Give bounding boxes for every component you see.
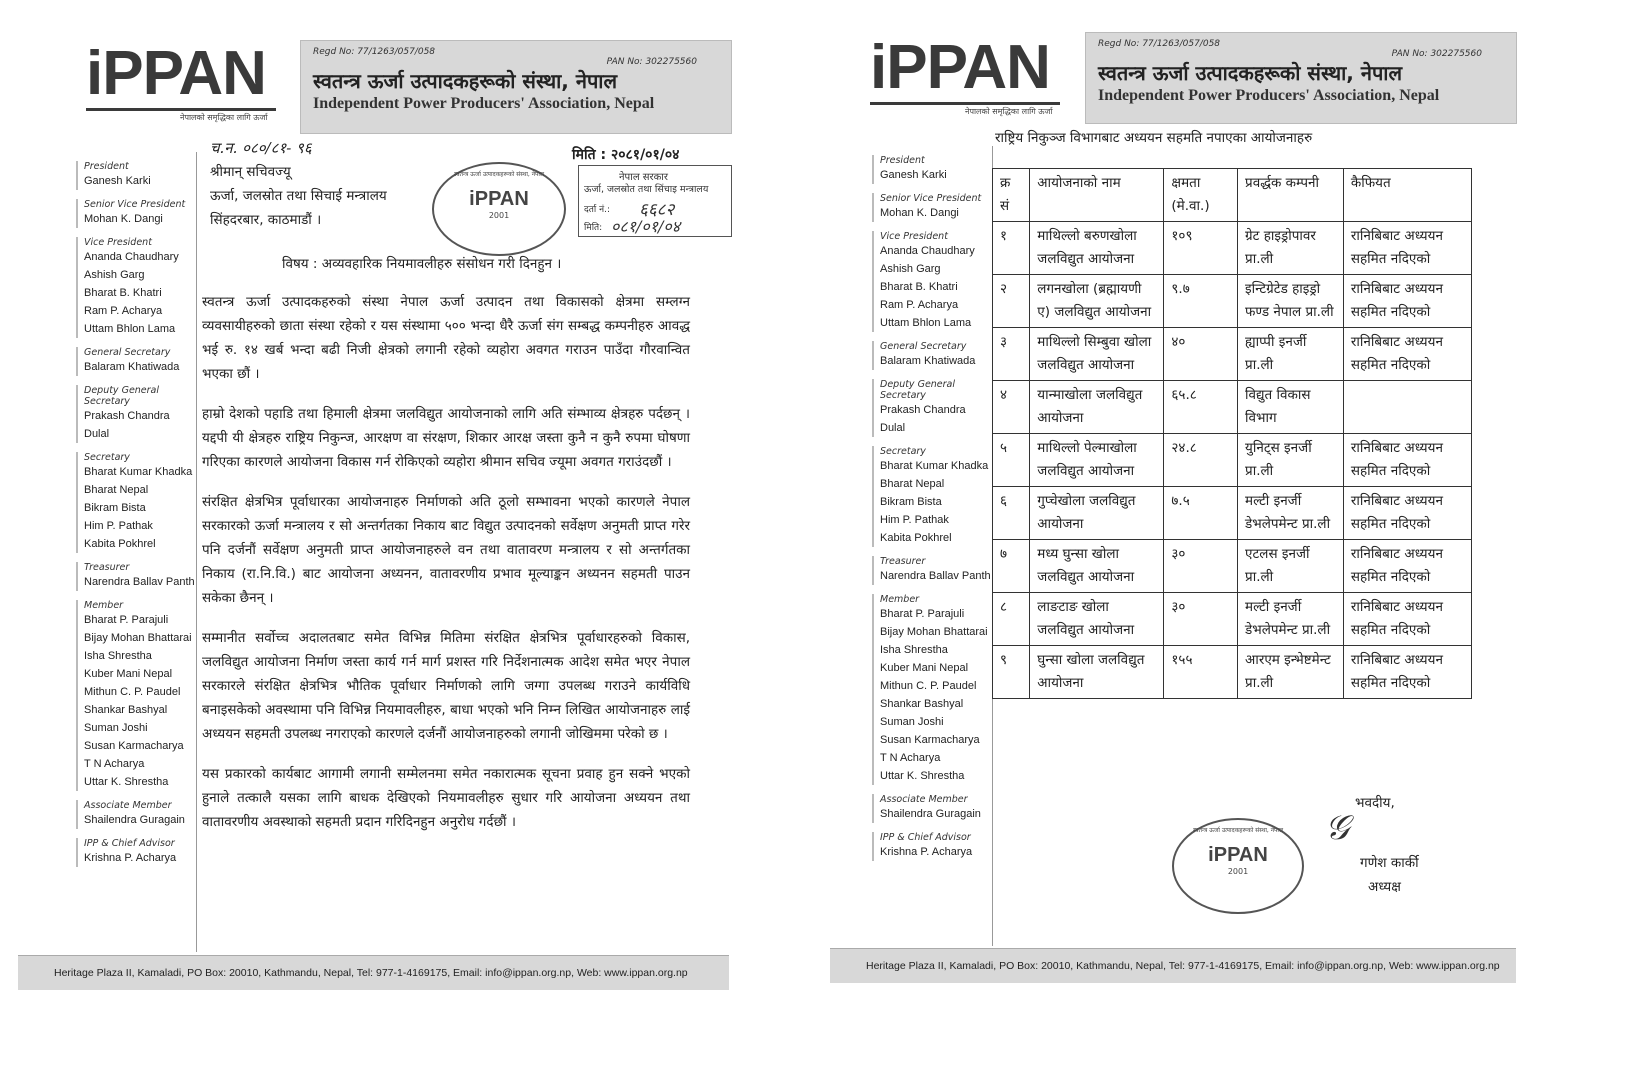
- sidebar-person-name: Him P. Pathak: [84, 520, 153, 532]
- sidebar-person-name: Suman Joshi: [880, 716, 944, 728]
- logo-underline: [870, 102, 1060, 105]
- col-header-project: आयोजनाको नाम: [1030, 169, 1164, 222]
- table-cell: लगनखोला (ब्रह्मायणी ए) जलविद्युत आयोजना: [1030, 275, 1164, 328]
- table-cell: ७.५: [1164, 487, 1238, 540]
- closing-salutation: भवदीय,: [1355, 795, 1395, 811]
- sidebar-person-name: Mithun C. P. Paudel: [880, 680, 977, 692]
- table-row: [993, 646, 1472, 699]
- col-header-sn: क्र सं: [993, 169, 1030, 222]
- table-row: [993, 487, 1472, 540]
- letterhead-banner: [300, 40, 732, 134]
- table-cell: ४०: [1164, 328, 1238, 381]
- sidebar-person-name: Shailendra Guragain: [84, 814, 185, 826]
- sidebar-person-name: Bharat Kumar Khadka: [880, 460, 989, 472]
- table-cell: रानिबिबाट अध्ययन सहमित नदिएको: [1343, 275, 1471, 328]
- org-name-english: Independent Power Producers' Association, Nepal: [313, 95, 655, 112]
- table-cell: घुन्सा खोला जलविद्युत आयोजना: [1030, 646, 1164, 699]
- sidebar-person-name: Shailendra Guragain: [880, 808, 981, 820]
- table-row: [993, 381, 1472, 434]
- sidebar-role: Vice President: [880, 231, 948, 242]
- sidebar-person-name: Ganesh Karki: [880, 169, 947, 181]
- seal-text: iPPAN: [469, 188, 529, 210]
- received-date-label: मिति:: [584, 223, 603, 233]
- table-cell: २: [993, 275, 1030, 328]
- sidebar-group: [872, 379, 992, 437]
- sidebar-role: General Secretary: [84, 347, 171, 358]
- sidebar-person-name: Bharat P. Parajuli: [880, 608, 965, 620]
- ippan-seal: [1172, 818, 1304, 914]
- table-cell: ५: [993, 434, 1030, 487]
- received-stamp-line: नेपाल सरकार: [619, 172, 668, 183]
- sidebar-role: General Secretary: [880, 341, 967, 352]
- table-cell: विद्युत विकास विभाग: [1238, 381, 1344, 434]
- table-row: [993, 434, 1472, 487]
- table-cell: रानिबिबाट अध्ययन सहमित नदिएको: [1343, 222, 1471, 275]
- letter-paragraph: हाम्रो देशको पहाडि तथा हिमाली क्षेत्रमा जलविद्युत आयोजनाको लागि अति संम्भाव्य क्षेत्रहरु पर्दछन् । यद्दपी यी क्षेत्रहरु राष्ट्रिय निकुन्ज, आरक्षण वा संरक्षण, शिकार आरक्ष जस्ता कुनै न कुनै रुपमा घोषणा गरिएका कारणले आयोजना विकास गर्न रोकिएको व्यहोरा श्रीमान सचिव ज्यूमा अवगत गराउंदछौं ।: [202, 406, 690, 470]
- signature: 𝒢: [1325, 808, 1350, 848]
- table-cell: ९.७: [1164, 275, 1238, 328]
- table-cell: लाङटाङ खोला जलविद्युत आयोजना: [1030, 593, 1164, 646]
- sidebar-role: Senior Vice President: [880, 193, 982, 204]
- reference-number: च.न. ०८०/८१- ९६: [210, 139, 312, 157]
- sidebar-person-name: Mohan K. Dangi: [84, 213, 163, 225]
- sidebar-person-name: Balaram Khatiwada: [84, 361, 180, 373]
- office-bearers-sidebar: [830, 146, 993, 946]
- signer-name: गणेश कार्की: [1360, 855, 1419, 871]
- table-cell: युनिट्स इनर्जी प्रा.ली: [1238, 434, 1344, 487]
- letter-subject: विषय : अव्यवहारिक नियमावलीहरु संसोधन गरी दिनहुन ।: [282, 256, 562, 272]
- sidebar-group: [872, 556, 992, 585]
- sidebar-person-name: Mohan K. Dangi: [880, 207, 959, 219]
- table-row: [993, 222, 1472, 275]
- sidebar-group: [76, 452, 196, 553]
- table-cell: ६५.८: [1164, 381, 1238, 434]
- sidebar-person-name: Ashish Garg: [84, 269, 145, 281]
- table-cell: ३०: [1164, 593, 1238, 646]
- table-cell: रानिबिबाट अध्ययन सहमित नदिएको: [1343, 328, 1471, 381]
- darta-label: दर्ता नं.:: [584, 205, 610, 215]
- org-name-english: Independent Power Producers' Association, Nepal: [1098, 87, 1440, 104]
- darta-number: ६६८२: [639, 200, 675, 220]
- sidebar-group: [76, 161, 196, 190]
- logo-tagline: नेपालको समृद्धिका लागि ऊर्जा: [965, 107, 1053, 116]
- table-cell: रानिबिबाट अध्ययन सहमित नदिएको: [1343, 646, 1471, 699]
- table-cell: रानिबिबाट अध्ययन सहमित नदिएको: [1343, 434, 1471, 487]
- table-cell: १: [993, 222, 1030, 275]
- table-row: [993, 328, 1472, 381]
- logo-underline: [86, 108, 276, 111]
- sidebar-person-name: Him P. Pathak: [880, 514, 949, 526]
- table-cell: ६: [993, 487, 1030, 540]
- sidebar-person-name: Uttam Bhlon Lama: [880, 317, 972, 329]
- table-cell: १५५: [1164, 646, 1238, 699]
- sidebar-person-name: Balaram Khatiwada: [880, 355, 976, 367]
- addressee-line: सिंहदरबार, काठमाडौं ।: [210, 212, 322, 228]
- sidebar-role: Treasurer: [84, 562, 130, 573]
- table-cell: ८: [993, 593, 1030, 646]
- ippan-logo: iPPAN: [86, 39, 266, 108]
- sidebar-person-name: T N Acharya: [84, 758, 145, 770]
- ippan-seal: [432, 162, 566, 256]
- sidebar-person-name: Shankar Bashyal: [880, 698, 964, 710]
- sidebar-role: President: [880, 155, 925, 166]
- table-cell: ग्रेट हाइड्रोपावर प्रा.ली: [1238, 222, 1344, 275]
- received-date: ०८१/०१/०४: [611, 217, 681, 236]
- letter-page-2: [820, 0, 1635, 1080]
- sidebar-person-name: Prakash Chandra Dulal: [880, 404, 966, 434]
- table-cell: ४: [993, 381, 1030, 434]
- table-cell: आरएम इन्भेष्टमेन्ट प्रा.ली: [1238, 646, 1344, 699]
- sidebar-role: Treasurer: [880, 556, 926, 567]
- sidebar-group: [872, 446, 992, 547]
- sidebar-person-name: Narendra Ballav Panth: [880, 570, 991, 582]
- letterhead-banner: [1085, 32, 1517, 124]
- sidebar-person-name: Mithun C. P. Paudel: [84, 686, 181, 698]
- table-cell: मल्टी इनर्जी डेभलेपमेन्ट प्रा.ली: [1238, 487, 1344, 540]
- table-row: [993, 593, 1472, 646]
- sidebar-person-name: Ashish Garg: [880, 263, 941, 275]
- seal-ring-text: स्वतन्त्र ऊर्जा उत्पादकहरूको संस्था, नेपाल: [453, 171, 545, 178]
- regd-number: Regd No: 77/1263/057/058: [313, 47, 436, 57]
- letter-date: मिति : २०८१/०१/०४: [572, 147, 680, 163]
- sidebar-group: [76, 347, 196, 376]
- sidebar-role: IPP & Chief Advisor: [84, 838, 175, 849]
- table-cell: ७: [993, 540, 1030, 593]
- pan-number: PAN No: 302275560: [606, 57, 697, 67]
- table-header-row: [993, 169, 1472, 222]
- table-row: [993, 275, 1472, 328]
- sidebar-person-name: Ananda Chaudhary: [84, 251, 179, 263]
- sidebar-role: Associate Member: [880, 794, 968, 805]
- sidebar-group: [872, 193, 992, 222]
- sidebar-group: [872, 341, 992, 370]
- sidebar-person-name: Isha Shrestha: [84, 650, 152, 662]
- table-cell: २४.८: [1164, 434, 1238, 487]
- sidebar-person-name: Ganesh Karki: [84, 175, 151, 187]
- table-cell: यान्माखोला जलविद्युत आयोजना: [1030, 381, 1164, 434]
- seal-year: 2001: [488, 211, 510, 220]
- org-name-nepali: स्वतन्त्र ऊर्जा उत्पादकहरूको संस्था, नेपाल: [313, 69, 618, 93]
- seal-ring-text: स्वतन्त्र ऊर्जा उत्पादकहरूको संस्था, नेपाल: [1192, 827, 1284, 834]
- seal-year: 2001: [1227, 867, 1249, 876]
- letter-page-1: [0, 0, 815, 1080]
- sidebar-role: Deputy General Secretary: [84, 385, 160, 407]
- received-stamp-line: ऊर्जा, जलस्रोत तथा सिंचाइ मन्त्रालय: [584, 184, 709, 195]
- sidebar-person-name: Prakash Chandra Dulal: [84, 410, 170, 440]
- sidebar-person-name: Isha Shrestha: [880, 644, 948, 656]
- table-cell: ३०: [1164, 540, 1238, 593]
- table-cell: रानिबिबाट अध्ययन सहमित नदिएको: [1343, 487, 1471, 540]
- sidebar-person-name: Kabita Pokhrel: [880, 532, 952, 544]
- sidebar-person-name: Bijay Mohan Bhattarai: [84, 632, 192, 644]
- sidebar-person-name: Narendra Ballav Panth: [84, 576, 195, 588]
- sidebar-role: Associate Member: [84, 800, 172, 811]
- sidebar-group: [872, 155, 992, 184]
- sidebar-role: Deputy General Secretary: [880, 379, 956, 401]
- sidebar-role: Member: [84, 600, 124, 611]
- letter-paragraph: स्वतन्त्र ऊर्जा उत्पादकहरुको संस्था नेपाल ऊर्जा उत्पादन तथा विकासको क्षेत्रमा सम्लग्न व्यवसायीहरुको छाता संस्था रहेको र यस संस्थामा ५०० भन्दा धैरै ऊर्जा संग सम्बद्ध कम्पनीहरु आवद्ध भई रु. १४ खर्ब भन्दा बढी निजी क्षेत्रको लगानी रहेको व्यहोरा अवगत गराउन पाउँदा गौरवान्वित भएका छौं ।: [202, 294, 690, 382]
- received-stamp: [578, 165, 732, 237]
- col-header-remarks: कैफियत: [1343, 169, 1471, 222]
- table-cell: माथिल्लो पेल्माखोला जलविद्युत आयोजना: [1030, 434, 1164, 487]
- sidebar-person-name: Bharat Nepal: [84, 484, 149, 496]
- sidebar-person-name: Kuber Mani Nepal: [84, 668, 173, 680]
- addressee-block: [210, 160, 387, 232]
- sidebar-person-name: Bijay Mohan Bhattarai: [880, 626, 988, 638]
- sidebar-role: Secretary: [84, 452, 130, 463]
- projects-table: [992, 168, 1472, 699]
- table-cell: मध्य घुन्सा खोला जलविद्युत आयोजना: [1030, 540, 1164, 593]
- sidebar-role: President: [84, 161, 129, 172]
- sidebar-group: [872, 231, 992, 332]
- table-cell: ९: [993, 646, 1030, 699]
- sidebar-group: [76, 199, 196, 228]
- sidebar-group: [76, 600, 196, 791]
- sidebar-person-name: Kabita Pokhrel: [84, 538, 156, 550]
- sidebar-person-name: Bharat Kumar Khadka: [84, 466, 193, 478]
- letter-paragraph: संरक्षित क्षेत्रभित्र पूर्वाधारका आयोजनाहरु निर्माणको अति ठूलो सम्भावना भएको कारणले नेपाल सरकारको ऊर्जा मन्त्रालय र सो अन्तर्गतका निकाय बाट विद्युत उत्पादनको सर्वेक्षण अनुमती प्राप्त गरेर पनि दर्जनौं सर्वेक्षण अनुमती प्राप्त आयोजनाहरुले वन तथा वातावरण मन्त्रालय र सो अन्तर्गतका निकाय (रा.नि.वि.) बाट आयोजना अध्यनन, वातावरणीय प्रभाव मूल्याङ्कन अध्यनन सहमती पाउन सकेका छैनन् ।: [202, 494, 690, 606]
- office-bearers-sidebar: [30, 152, 197, 952]
- table-cell: मल्टी इनर्जी डेभलेपमेन्ट प्रा.ली: [1238, 593, 1344, 646]
- letter-body: [202, 290, 690, 834]
- sidebar-person-name: Ram P. Acharya: [880, 299, 959, 311]
- sidebar-group: [76, 838, 196, 867]
- sidebar-group: [76, 385, 196, 443]
- table-cell: गुप्चेखोला जलविद्युत आयोजना: [1030, 487, 1164, 540]
- letterhead-footer: Heritage Plaza II, Kamaladi, PO Box: 20010, Kathmandu, Nepal, Tel: 977-1-4169175, Email: info@ippan.org.np, Web: www.ippan.org.np: [18, 955, 729, 990]
- sidebar-person-name: Krishna P. Acharya: [880, 846, 973, 858]
- sidebar-person-name: Krishna P. Acharya: [84, 852, 177, 864]
- pan-number: PAN No: 302275560: [1391, 49, 1482, 59]
- sidebar-person-name: Suman Joshi: [84, 722, 148, 734]
- signer-title: अध्यक्ष: [1368, 879, 1401, 895]
- sidebar-role: Secretary: [880, 446, 926, 457]
- sidebar-group: [872, 594, 992, 785]
- addressee-line: श्रीमान् सचिवज्यू: [210, 164, 291, 180]
- sidebar-person-name: Uttar K. Shrestha: [880, 770, 965, 782]
- sidebar-person-name: Uttar K. Shrestha: [84, 776, 169, 788]
- seal-text: iPPAN: [1208, 844, 1268, 866]
- table-cell: १०९: [1164, 222, 1238, 275]
- sidebar-person-name: Kuber Mani Nepal: [880, 662, 969, 674]
- sidebar-person-name: Shankar Bashyal: [84, 704, 168, 716]
- sidebar-person-name: Ram P. Acharya: [84, 305, 163, 317]
- col-header-capacity: क्षमता (मे.वा.): [1164, 169, 1238, 222]
- sidebar-person-name: Bharat B. Khatri: [84, 287, 162, 299]
- org-name-nepali: स्वतन्त्र ऊर्जा उत्पादकहरूको संस्था, नेपाल: [1098, 61, 1403, 85]
- table-row: [993, 540, 1472, 593]
- sidebar-person-name: Bikram Bista: [880, 496, 942, 508]
- table-cell: रानिबिबाट अध्ययन सहमित नदिएको: [1343, 540, 1471, 593]
- logo-tagline: नेपालको समृद्धिका लागि ऊर्जा: [180, 113, 268, 122]
- sidebar-person-name: Uttam Bhlon Lama: [84, 323, 176, 335]
- sidebar-person-name: Bharat P. Parajuli: [84, 614, 169, 626]
- sidebar-role: Senior Vice President: [84, 199, 186, 210]
- sidebar-person-name: Ananda Chaudhary: [880, 245, 975, 257]
- addressee-line: ऊर्जा, जलस्रोत तथा सिचाई मन्त्रालय: [210, 188, 387, 204]
- sidebar-group: [76, 237, 196, 338]
- letter-paragraph: यस प्रकारको कार्यबाट आगामी लगानी सम्मेलनमा समेत नकारात्मक सूचना प्रवाह हुन सक्ने भएको हुनाले तत्कालै यसका लागि बाधक देखिएको नियमावलीहरु सुधार गरि आयोजना अध्ययन तथा वातावरणीय अवस्थाको सहमती प्रदान गरिदिनहुन अनुरोध गर्दछौं ।: [202, 766, 690, 830]
- table-cell: माथिल्लो बरुणखोला जलविद्युत आयोजना: [1030, 222, 1164, 275]
- sidebar-group: [872, 794, 992, 823]
- table-cell: [1343, 381, 1471, 434]
- sidebar-group: [76, 800, 196, 829]
- annex-title: राष्ट्रिय निकुञ्ज विभागबाट अध्ययन सहमति नपाएका आयोजनाहरु: [995, 130, 1313, 146]
- sidebar-person-name: Susan Karmacharya: [84, 740, 184, 752]
- sidebar-person-name: Bikram Bista: [84, 502, 146, 514]
- sidebar-role: Vice President: [84, 237, 152, 248]
- sidebar-person-name: Bharat Nepal: [880, 478, 945, 490]
- letterhead-footer: Heritage Plaza II, Kamaladi, PO Box: 20010, Kathmandu, Nepal, Tel: 977-1-4169175, Email: info@ippan.org.np, Web: www.ippan.org.np: [830, 948, 1516, 983]
- col-header-promoter: प्रवर्द्धक कम्पनी: [1238, 169, 1344, 222]
- letter-paragraph: सम्मानीत सर्वोच्च अदालतबाट समेत विभिन्न मितिमा संरक्षित क्षेत्रभित्र पूर्वाधारहरुको विकास, जलविद्युत आयोजना निर्माण जस्ता कार्य गर्न मार्ग प्रशस्त गरि निर्देशनात्मक आदेश समेत भएर नेपाल सरकारले संरक्षित क्षेत्रभित्र भौतिक पूर्वाधार निर्माणको लागि जग्गा उपलब्ध गराउने कार्यविधि बनाइसकेको अवस्थामा पनि विभिन्न नियमावलीहरु, बाधा भएको भनि निम्न लिखित आयोजनाहरु लाई अध्ययन सहमती उपलब्ध नगराएको कारणले दर्जनौं आयोजनाहरुको लगानी जोखिममा परेको छ ।: [202, 630, 690, 742]
- table-cell: इन्टिग्रेटेड हाइड्रो फण्ड नेपाल प्रा.ली: [1238, 275, 1344, 328]
- sidebar-person-name: Bharat B. Khatri: [880, 281, 958, 293]
- sidebar-group: [872, 832, 992, 861]
- table-cell: रानिबिबाट अध्ययन सहमित नदिएको: [1343, 593, 1471, 646]
- sidebar-person-name: T N Acharya: [880, 752, 941, 764]
- sidebar-group: [76, 562, 196, 591]
- sidebar-role: Member: [880, 594, 920, 605]
- regd-number: Regd No: 77/1263/057/058: [1098, 39, 1221, 49]
- sidebar-person-name: Susan Karmacharya: [880, 734, 980, 746]
- sidebar-role: IPP & Chief Advisor: [880, 832, 971, 843]
- ippan-logo: iPPAN: [870, 33, 1050, 102]
- table-cell: माथिल्लो सिम्बुवा खोला जलविद्युत आयोजना: [1030, 328, 1164, 381]
- table-cell: एटलस इनर्जी प्रा.ली: [1238, 540, 1344, 593]
- table-cell: ३: [993, 328, 1030, 381]
- table-cell: ह्याप्पी इनर्जी प्रा.ली: [1238, 328, 1344, 381]
